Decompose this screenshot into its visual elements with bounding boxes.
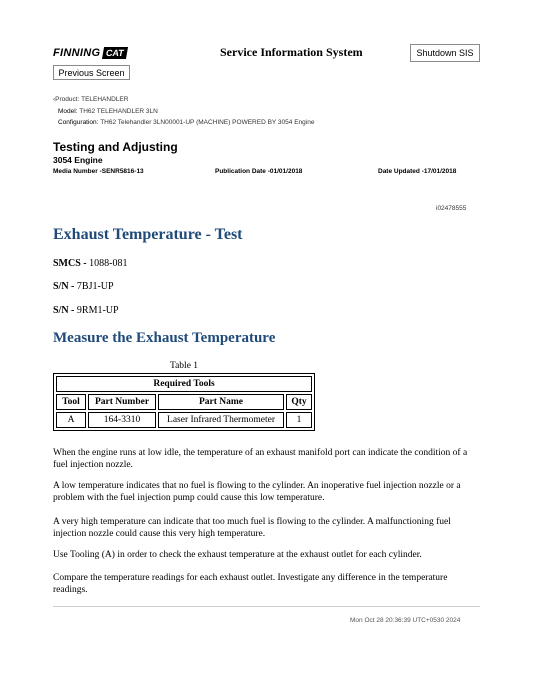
breadcrumb-model bbox=[58, 108, 158, 115]
product-label: Product: bbox=[55, 96, 80, 103]
date-updated: Date Updated -17/01/2018 bbox=[378, 168, 457, 175]
paragraph: A very high temperature can indicate that too much fuel is flowing to the cylinder. A malfunctioning fuel injection nozzle could cause this very high temperature. bbox=[53, 517, 451, 539]
cat-logo-badge: CAT bbox=[102, 47, 128, 59]
column-header-qty: Qty bbox=[286, 394, 312, 410]
column-header-part-number: Part Number bbox=[88, 394, 156, 410]
finning-cat-logo bbox=[53, 43, 138, 62]
paragraph: When the engine runs at low idle, the temperature of an exhaust manifold port can indicate the condition of a fuel injection nozzle. bbox=[53, 448, 468, 470]
paragraph: A low temperature indicates that no fuel is flowing to the cylinder. An inoperative fuel injection nozzle or a problem with the fuel injection pump could cause this low temperature. bbox=[53, 481, 461, 503]
required-tools-table bbox=[53, 373, 315, 431]
section-heading: Measure the Exhaust Temperature bbox=[53, 330, 276, 346]
footer-divider bbox=[53, 606, 480, 607]
table-title: Required Tools bbox=[56, 376, 312, 392]
publication-date: Publication Date -01/01/2018 bbox=[215, 168, 303, 175]
shutdown-sis-button[interactable]: Shutdown SIS bbox=[410, 44, 480, 62]
model-value: TH62 TELEHANDLER 3LN bbox=[79, 108, 158, 115]
smcs-line bbox=[53, 258, 127, 269]
cell-part-name: Laser Infrared Thermometer bbox=[158, 412, 284, 428]
chevron-left-icon: ‹ bbox=[53, 96, 56, 103]
media-number: Media Number -SENR5816-13 bbox=[53, 168, 144, 175]
model-label: Model: bbox=[58, 108, 78, 115]
footer-timestamp: Mon Oct 28 20:36:39 UTC+0530 2024 bbox=[350, 617, 461, 624]
sn-value-1: 7BJ1-UP bbox=[76, 281, 114, 292]
cell-tool: A bbox=[56, 412, 86, 428]
product-value: TELEHANDLER bbox=[81, 96, 129, 103]
configuration-value: TH62 Telehandler 3LN00001-UP (MACHINE) POWERED BY 3054 Engine bbox=[100, 119, 315, 126]
sn-value-2: 9RM1-UP bbox=[76, 305, 119, 316]
logo-text: FINNING bbox=[53, 46, 101, 59]
breadcrumb-product[interactable] bbox=[53, 96, 128, 103]
cell-part-number: 164-3310 bbox=[88, 412, 156, 428]
smcs-value: 1088-081 bbox=[89, 258, 128, 269]
document-id: i02478555 bbox=[436, 205, 467, 212]
document-subtitle: 3054 Engine bbox=[53, 155, 103, 165]
serial-number-line-2 bbox=[53, 305, 119, 316]
app-title: Service Information System bbox=[220, 45, 363, 59]
previous-screen-button[interactable]: Previous Screen bbox=[53, 65, 130, 80]
table-caption: Table 1 bbox=[169, 361, 199, 371]
page-heading: Exhaust Temperature - Test bbox=[53, 226, 243, 243]
column-header-tool: Tool bbox=[56, 394, 86, 410]
serial-number-line-1 bbox=[53, 281, 114, 292]
sn-label-2: S/N - bbox=[53, 305, 75, 316]
smcs-label: SMCS - bbox=[53, 258, 87, 269]
column-header-part-name: Part Name bbox=[158, 394, 284, 410]
paragraph: Use Tooling (A) in order to check the exhaust temperature at the exhaust outlet for each cylinder. bbox=[53, 550, 422, 560]
sn-label-1: S/N - bbox=[53, 281, 75, 292]
configuration-label: Configuration: bbox=[58, 119, 99, 126]
paragraph: Compare the temperature readings for each exhaust outlet. Investigate any difference in the temperature readings. bbox=[53, 573, 448, 595]
table-row bbox=[56, 412, 312, 428]
cell-qty: 1 bbox=[286, 412, 312, 428]
document-title: Testing and Adjusting bbox=[53, 140, 178, 154]
breadcrumb-configuration bbox=[58, 119, 314, 126]
